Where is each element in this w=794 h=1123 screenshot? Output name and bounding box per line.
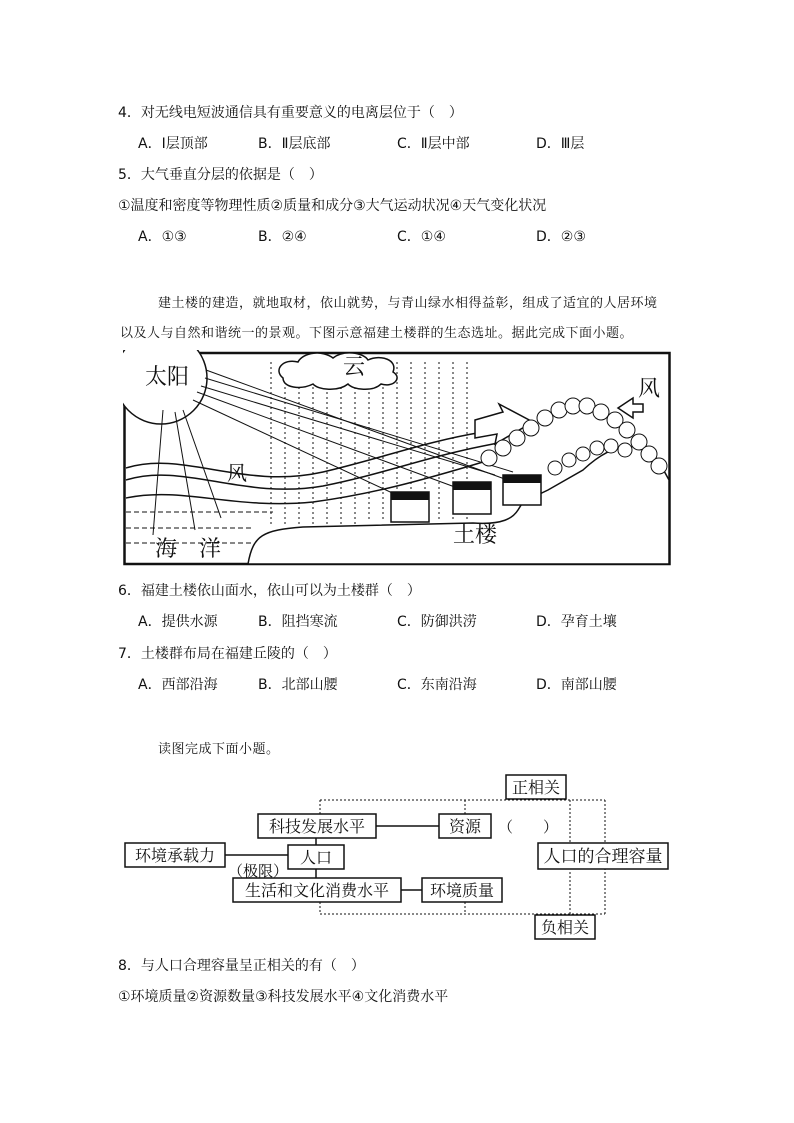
tulou-siting-figure bbox=[123, 350, 671, 566]
q4-stem: 4．对无线电短波通信具有重要意义的电离层位于（ ） bbox=[118, 105, 463, 121]
q4-option-a: A．Ⅰ层顶部 bbox=[138, 136, 208, 152]
q4-option-c: C．Ⅱ层中部 bbox=[397, 136, 470, 152]
q5-option-d: D．②③ bbox=[536, 229, 586, 245]
label-limit: （极限） bbox=[228, 862, 289, 880]
label-env-capacity: 环境承载力 bbox=[134, 846, 216, 865]
label-sun: 太阳 bbox=[145, 365, 190, 390]
q7-option-a: A．西部沿海 bbox=[138, 677, 218, 693]
q7-stem: 7．土楼群布局在福建丘陵的（ ） bbox=[118, 646, 337, 662]
q5-option-a: A．①③ bbox=[138, 229, 187, 245]
q6-option-c: C．防御洪涝 bbox=[397, 614, 477, 630]
label-wind-right: 风 bbox=[638, 377, 661, 402]
q7-option-c: C．东南沿海 bbox=[397, 677, 477, 693]
q6-stem: 6．福建土楼依山面水，依山可以为土楼群（ ） bbox=[118, 583, 421, 599]
label-sea: 海 洋 bbox=[155, 537, 222, 562]
label-env-quality: 环境质量 bbox=[429, 881, 495, 900]
label-negative-correlation: 负相关 bbox=[540, 918, 590, 937]
label-blank: （ ） bbox=[498, 818, 559, 836]
q8-items: ①环境质量②资源数量③科技发展水平④文化消费水平 bbox=[118, 989, 449, 1005]
label-tulou: 土楼 bbox=[453, 523, 498, 548]
q6-option-d: D．孕育土壤 bbox=[536, 614, 617, 630]
q6-option-a: A．提供水源 bbox=[138, 614, 218, 630]
label-tech-level: 科技发展水平 bbox=[268, 817, 366, 836]
q7-option-d: D．南部山腰 bbox=[536, 677, 617, 693]
q5-items: ①温度和密度等物理性质②质量和成分③大气运动状况④天气变化状况 bbox=[118, 198, 547, 214]
label-reasonable-capacity: 人口的合理容量 bbox=[543, 847, 663, 867]
label-wind-mid: 风 bbox=[227, 461, 247, 485]
passage1-line2: 以及人与自然和谐统一的景观。下图示意福建土楼群的生态选址。据此完成下面小题。 bbox=[120, 326, 634, 341]
q7-option-b: B．北部山腰 bbox=[258, 677, 338, 693]
passage2: 读图完成下面小题。 bbox=[158, 742, 280, 757]
label-positive-correlation: 正相关 bbox=[511, 778, 561, 797]
population-capacity-diagram bbox=[120, 772, 680, 942]
q5-option-b: B．②④ bbox=[258, 229, 307, 245]
label-resources: 资源 bbox=[448, 817, 482, 836]
q4-option-d: D．Ⅲ层 bbox=[536, 136, 585, 152]
q5-option-c: C．①④ bbox=[397, 229, 446, 245]
label-living-level: 生活和文化消费水平 bbox=[244, 881, 390, 900]
q5-stem: 5．大气垂直分层的依据是（ ） bbox=[118, 167, 323, 183]
label-cloud: 云 bbox=[343, 355, 366, 380]
q6-option-b: B．阻挡寒流 bbox=[258, 614, 338, 630]
q8-stem: 8．与人口合理容量呈正相关的有（ ） bbox=[118, 958, 365, 974]
passage1-line1: 建土楼的建造，就地取材，依山就势，与青山绿水相得益彰，组成了适宜的人居环境 bbox=[158, 296, 658, 311]
q4-option-b: B．Ⅱ层底部 bbox=[258, 136, 331, 152]
label-population: 人口 bbox=[299, 848, 333, 867]
